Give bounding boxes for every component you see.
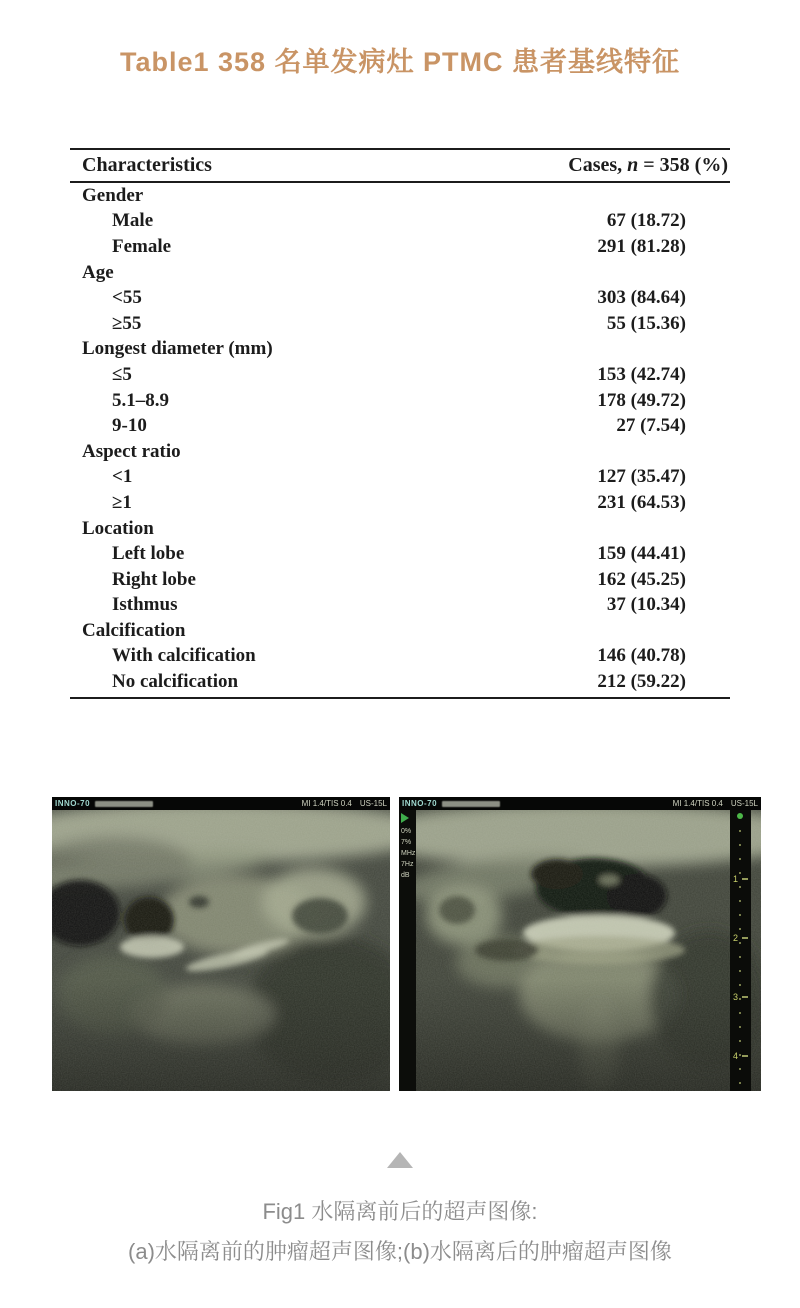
row-value: 146 (40.78) [597,645,686,667]
table-row [70,567,730,593]
row-label: ≥55 [112,312,142,334]
table-header-cases [568,154,728,177]
figure-caption-line2: (a)水隔离前的肿瘤超声图像;(b)水隔离后的肿瘤超声图像 [128,1239,672,1264]
machine-logo: INNO-70 [402,799,438,808]
table-row [70,362,730,388]
row-label: With calcification [112,645,256,667]
depth-ruler-number: 1 [733,873,739,884]
row-value: 67 (18.72) [606,210,686,232]
depth-ruler-number: 3 [733,991,739,1002]
table-row [70,209,730,235]
ultrasound-a-header-bar [52,797,390,810]
table-row [70,413,730,439]
cases-n: n [627,154,639,176]
parameter-label: 7Hz [401,861,414,868]
ultrasound-b-image [399,810,761,1091]
figure-1 [0,797,800,1091]
figure-caption [0,1192,800,1272]
row-value: 231 (64.53) [597,491,686,513]
table-row [70,490,730,516]
mi-tis-readout: MI 1.4/TIS 0.4 [301,799,352,808]
depth-ruler-number: 2 [733,932,739,943]
row-value: 162 (45.25) [597,568,686,590]
row-value: 159 (44.41) [597,543,686,565]
ultrasound-panel-b [399,797,761,1091]
row-label: <1 [112,466,133,488]
row-label: No calcification [112,671,239,693]
table-section-row [70,618,730,644]
ultrasound-b-parameter-sidebar [399,810,416,1091]
row-label: Aspect ratio [82,440,181,462]
figure-caption-line1: Fig1 水隔离前后的超声图像: [262,1199,538,1224]
row-label: <55 [112,287,142,309]
row-value: 127 (35.47) [597,466,686,488]
ultrasound-a-image [52,810,390,1091]
parameter-label: 7% [401,839,412,846]
ultrasound-b-depth-ruler [730,810,751,1091]
table-header-row [70,148,730,183]
row-label: Longest diameter (mm) [82,338,273,360]
table-row [70,388,730,414]
depth-ruler-number: 4 [733,1050,739,1061]
table-row [70,311,730,337]
table-section-row [70,439,730,465]
table-section-row [70,260,730,286]
table-row [70,285,730,311]
row-value: 212 (59.22) [597,671,686,693]
table-row [70,541,730,567]
table-row [70,234,730,260]
row-value: 37 (10.34) [606,594,686,616]
row-value: 291 (81.28) [597,235,686,257]
row-value: 178 (49.72) [597,389,686,411]
cases-prefix: Cases, [568,154,628,176]
baseline-characteristics-table [70,148,730,699]
row-label: Isthmus [112,594,178,616]
row-label: Left lobe [112,543,185,565]
row-value: 303 (84.64) [597,287,686,309]
hospital-name-blur [442,801,500,807]
probe-label: US-15L [730,799,758,808]
focus-marker-icon [737,813,743,819]
row-value: 153 (42.74) [597,363,686,385]
row-value: 55 (15.36) [606,312,686,334]
ultrasound-panel-a [52,797,390,1091]
row-label: ≥1 [112,491,132,513]
parameter-label: 0% [401,828,412,835]
table-row [70,465,730,491]
ultrasound-b-header-bar [399,797,761,810]
collapse-triangle-icon[interactable] [0,1152,800,1173]
machine-logo: INNO-70 [55,799,91,808]
probe-label: US-15L [359,799,387,808]
table-row [70,644,730,670]
row-label: Age [82,261,114,283]
table-section-row [70,337,730,363]
row-label: Male [112,210,154,232]
row-label: Calcification [82,619,186,641]
row-label: 9-10 [112,415,147,437]
row-label: Right lobe [112,568,196,590]
cases-suffix: = 358 (%) [638,154,728,176]
row-label: Location [82,517,154,539]
row-label: 5.1–8.9 [112,389,169,411]
row-label: Gender [82,184,144,206]
parameter-label: MHz [401,850,416,857]
table-section-row [70,516,730,542]
row-label: ≤5 [112,363,132,385]
mi-tis-readout: MI 1.4/TIS 0.4 [672,799,723,808]
row-label: Female [112,235,172,257]
page-title: Table1 358 名单发病灶 PTMC 患者基线特征 [119,47,681,77]
hospital-name-blur [95,801,153,807]
table-header-characteristics: Characteristics [82,154,212,176]
table-row [70,669,730,695]
probe-orientation-marker-icon [401,813,409,823]
parameter-label: dB [401,872,410,879]
row-value: 27 (7.54) [616,415,686,437]
table-body [70,183,730,699]
table-section-row [70,183,730,209]
table-row [70,593,730,619]
